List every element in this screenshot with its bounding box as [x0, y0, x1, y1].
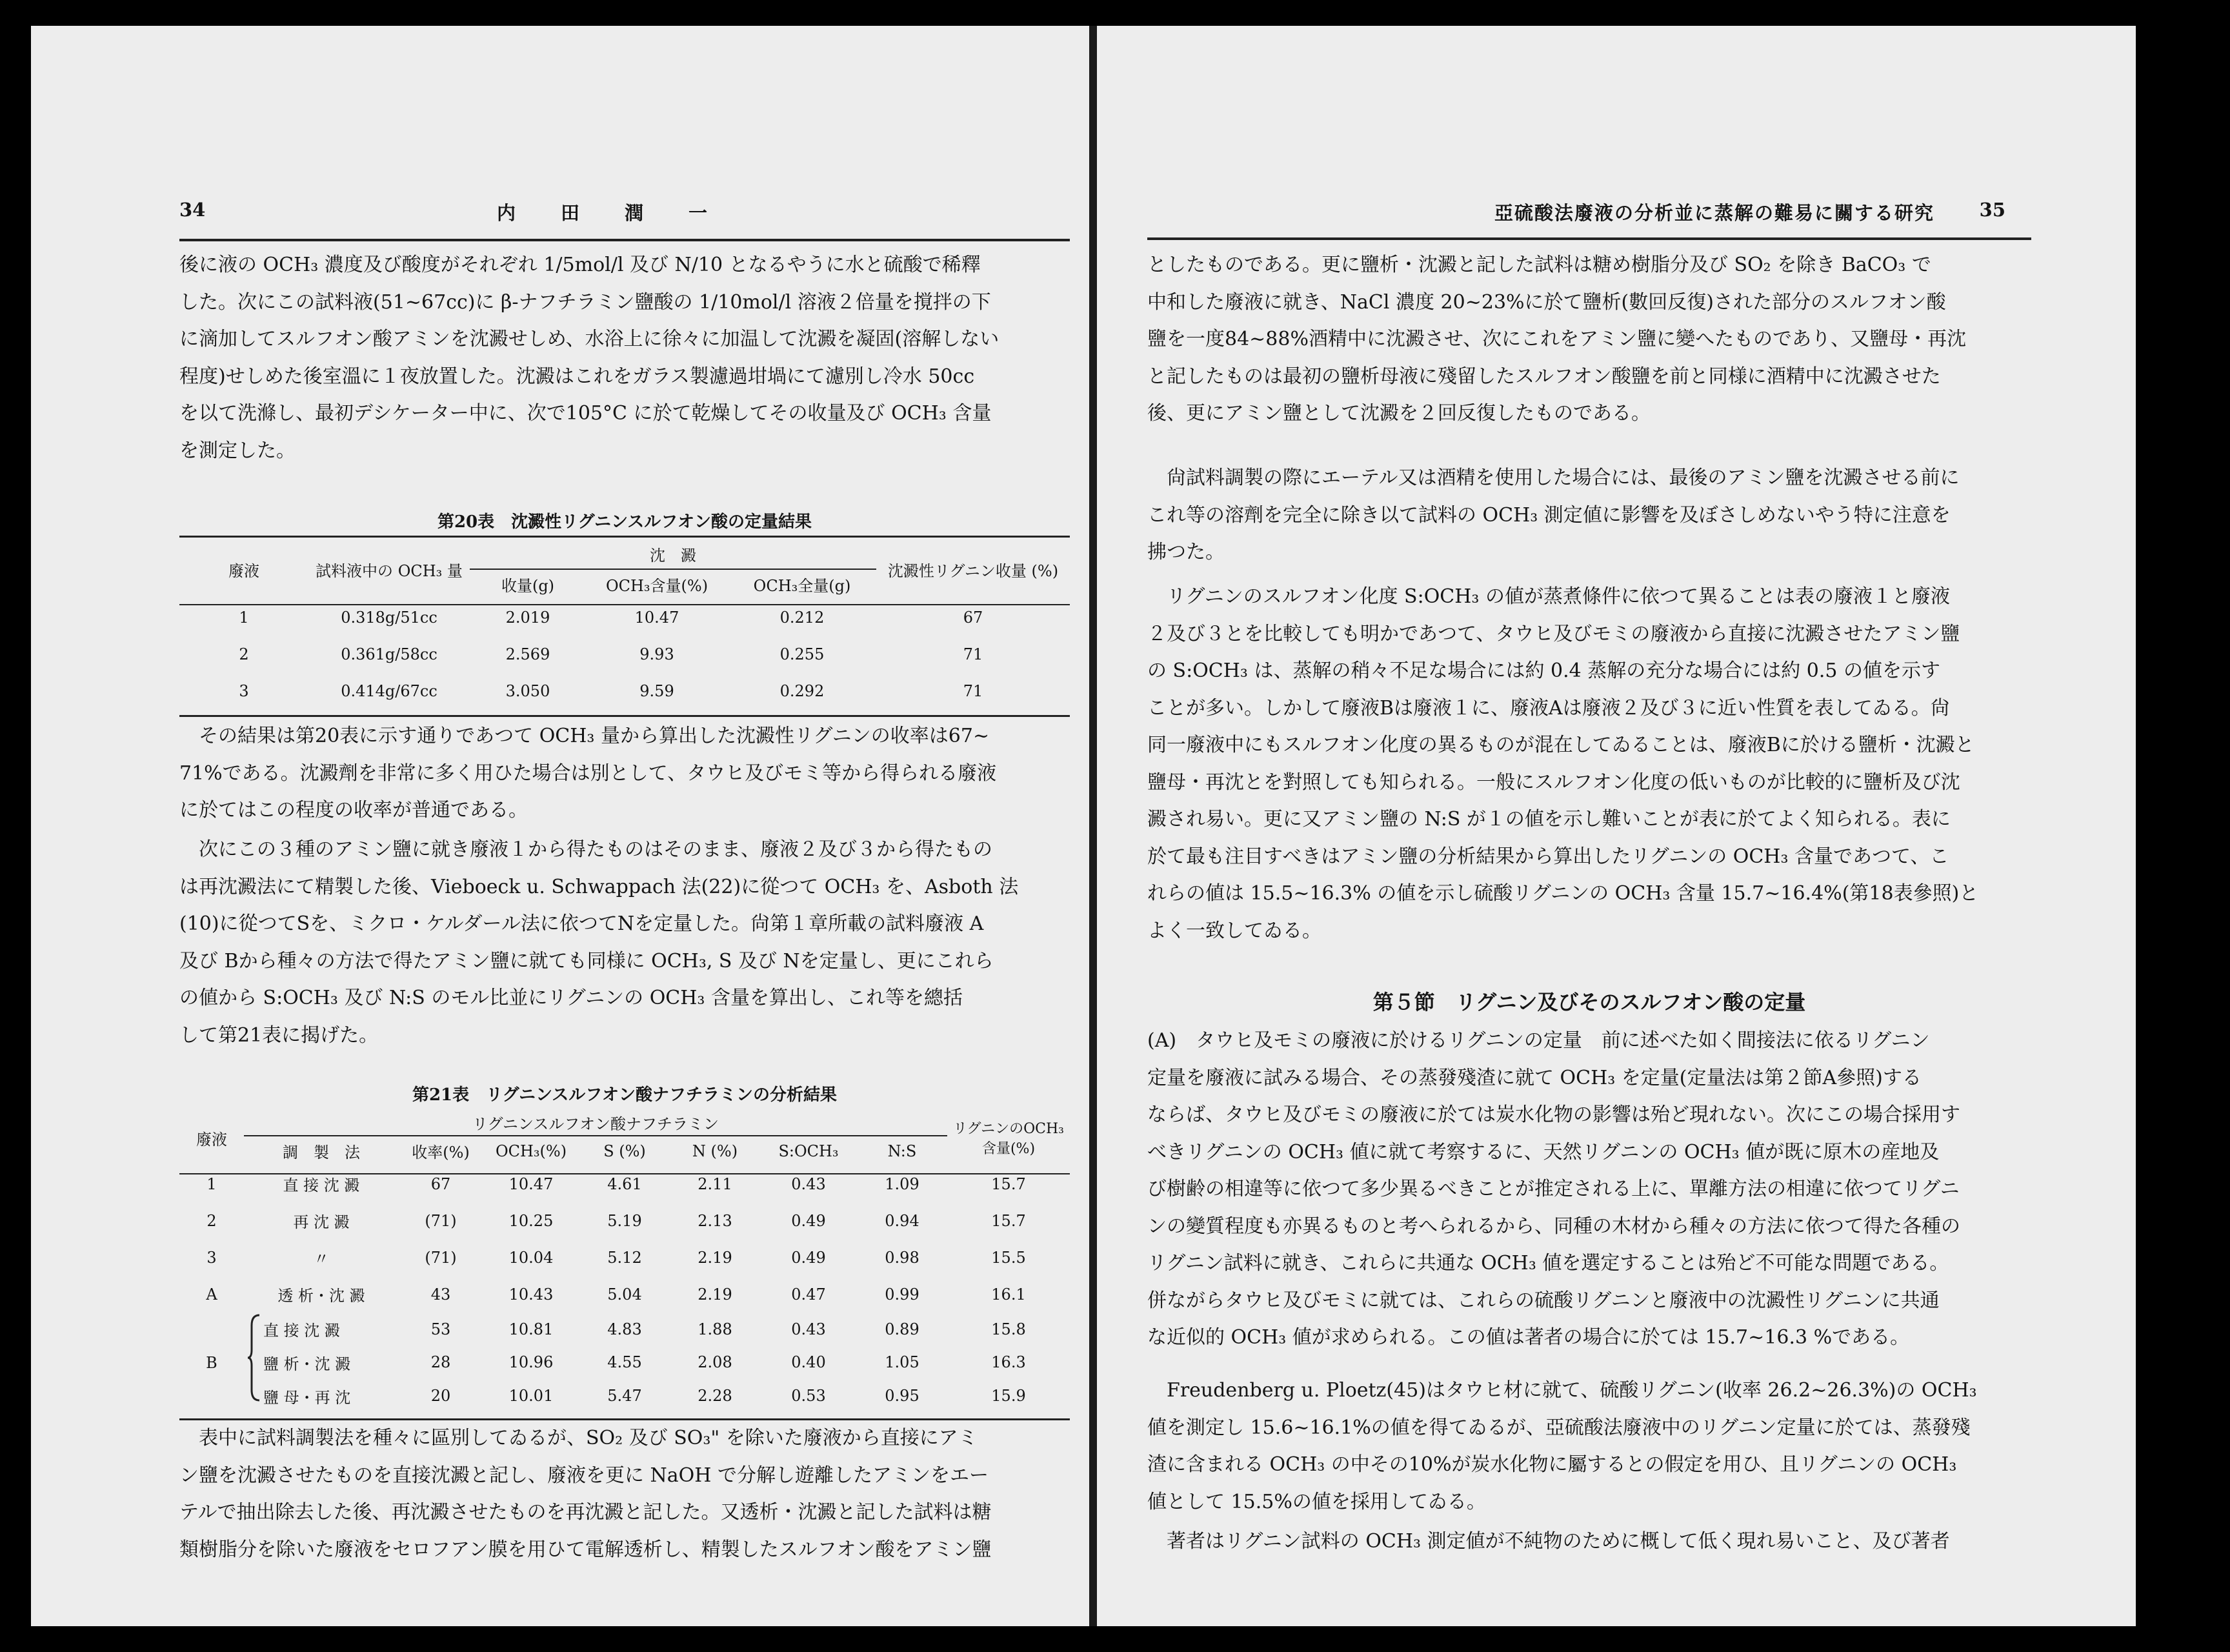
- table21-cell: 10.81: [508, 1320, 554, 1338]
- right-paragraph-6: [1147, 1523, 2031, 1560]
- table21-header-n: N (%): [692, 1142, 738, 1160]
- table21-cell: 10.25: [508, 1211, 554, 1230]
- table21-cell: 0.94: [885, 1211, 919, 1230]
- left-running-title: 内田潤一: [496, 202, 752, 224]
- table21-cell: 2.19: [698, 1285, 732, 1304]
- text-line: 後、更にアミン鹽として沈澱を２回反復したものである。: [1147, 402, 1651, 425]
- text-line: リグニン試料に就き、これらに共通な OCH₃ 値を選定することは殆ど不可能な問題である。: [1147, 1252, 1949, 1274]
- table20-header-rule: [179, 604, 1070, 605]
- table21-cell: 15.7: [991, 1211, 1026, 1230]
- text-line: 定量を廢液に試みる場合、その蒸發殘渣に就て OCH₃ を定量(定量法は第２節A參照)する: [1147, 1066, 1922, 1089]
- table20-cell: 2: [239, 645, 249, 663]
- table20-cell: 0.292: [779, 681, 825, 700]
- table21-cell: 0.40: [791, 1353, 826, 1372]
- table21-header-ns: N:S: [887, 1142, 917, 1160]
- table20-cell: 0.414g/67cc: [341, 681, 437, 700]
- text-line: を測定した。: [179, 439, 296, 462]
- table20-cell: 9.59: [639, 681, 674, 700]
- table21-cell: 0.53: [791, 1387, 826, 1405]
- left-page-header: [179, 199, 1070, 227]
- text-line: 値を測定し 15.6~16.1%の値を得てゐるが、亞硫酸法廢液中のリグニン定量に於ては、蒸發殘: [1147, 1416, 1971, 1439]
- table21-header-s: S (%): [603, 1142, 646, 1160]
- text-line: 71%である。沈澱劑を非常に多く用ひた場合は別として、タウヒ及びモミ等から得られる廢液: [179, 761, 997, 785]
- text-line: ならば、タウヒ及びモミの廢液に於ては炭水化物の影響は殆ど現れない。次にこの場合採用す: [1147, 1103, 1960, 1126]
- right-paragraph-3: [1147, 578, 2031, 949]
- table21-cell: 67: [430, 1174, 451, 1193]
- text-line: Freudenberg u. Ploetz(45)はタウヒ材に就て、硫酸リグニン(收率 26.2~26.3%)の OCH₃: [1167, 1379, 1977, 1402]
- table21-cell: A: [206, 1285, 217, 1304]
- table21-cell: 53: [430, 1320, 451, 1338]
- right-header-rule: [1147, 237, 2031, 240]
- table21-cell: (71): [425, 1211, 457, 1230]
- table20-cell: 71: [963, 681, 983, 700]
- table21-cell: 2.19: [698, 1248, 732, 1267]
- text-line: な近似的 OCH₃ 値が求められる。この値は著者の場合に於ては 15.7~16.3 %である。: [1147, 1326, 1910, 1349]
- right-page: [1097, 26, 2136, 1626]
- text-line: に滴加してスルフオン酸アミンを沈澱せしめ、水浴上に徐々に加温して沈澱を凝固(溶解しない: [179, 328, 999, 350]
- text-line: テルで抽出除去した後、再沈澱させたものを再沈澱と記した。又透析・沈澱と記した試料は糖: [179, 1501, 992, 1524]
- table20-cell: 71: [963, 645, 983, 663]
- table21-cell: 2.11: [698, 1174, 732, 1193]
- table21-row: [179, 1165, 1070, 1202]
- table20: [179, 539, 1070, 709]
- table20-header-sub1: 收量(g): [501, 577, 555, 595]
- table21-row: [179, 1276, 1070, 1313]
- table21-cell: 0.43: [791, 1174, 826, 1193]
- text-line: これ等の溶劑を完全に除き以て試料の OCH₃ 測定値に影響を及ぼさしめないやう特に注意を: [1147, 503, 1951, 527]
- table21: [179, 1110, 1070, 1413]
- text-line: 澱され易い。更に又アミン鹽の N:S が１の値を示し難いことが表に於てよく知られる。表に: [1147, 808, 1951, 831]
- text-line: 後に液の OCH₃ 濃度及び酸度がそれぞれ 1/5mol/l 及び N/10 となるやうに水と硫酸で稀釋: [179, 254, 981, 276]
- text-line: (A) タウヒ及モミの廢液に於けるリグニンの定量 前に述べた如く間接法に依るリグニン: [1147, 1029, 1930, 1052]
- right-paragraph-2: [1147, 459, 2031, 571]
- text-line: (10)に從つてSを、ミクロ・ケルダール法に依つてNを定量した。尙第１章所載の試料廢液 A: [179, 912, 984, 935]
- table21-cell: 直 接 沈 澱: [263, 1322, 340, 1340]
- table21-header-group: リグニンスルフオン酸ナフチラミン: [244, 1110, 947, 1136]
- table21-header-last: リグニンのOCH₃含量(%): [953, 1121, 1064, 1157]
- table21-cell: 10.01: [508, 1387, 554, 1405]
- text-line: した。次にこの試料液(51~67cc)に β-ナフチラミン鹽酸の 1/10mol/l 溶液２倍量を撹拌の下: [179, 290, 991, 314]
- table20-header-group: 沈 澱: [470, 539, 876, 569]
- table21-brace: [244, 1313, 263, 1413]
- table20-header-col2: 試料液中の OCH₃ 量: [316, 561, 463, 580]
- table21-cell: 5.12: [607, 1248, 642, 1267]
- text-line: 併ながらタウヒ及びモミに就ては、これらの硫酸リグニンと廢液中の沈澱性リグニンに共通: [1147, 1289, 1940, 1312]
- table21-header-och3: OCH₃(%): [495, 1142, 567, 1160]
- table20-body: [179, 599, 1070, 709]
- table21-cell: 0.99: [885, 1285, 919, 1304]
- table21-cell: 10.43: [508, 1285, 554, 1304]
- table21-cell: 10.96: [508, 1353, 554, 1372]
- table20-row: [179, 672, 1070, 709]
- table21-cell: 15.9: [991, 1387, 1026, 1405]
- page-gutter: [1089, 26, 1097, 1626]
- table21-cell: 15.5: [991, 1248, 1026, 1267]
- table21-cell: 0.89: [885, 1320, 919, 1338]
- table21-cell: 3: [206, 1248, 217, 1267]
- right-page-number: 35: [1979, 199, 2005, 221]
- table21-cell: 2.28: [698, 1387, 732, 1405]
- table21-cell: 2.13: [698, 1211, 732, 1230]
- table20-cell: 10.47: [634, 608, 679, 627]
- text-line: 渣に含まれる OCH₃ の中その10%が炭水化物に屬するとの假定を用ひ、且リグニンの OCH₃: [1147, 1453, 1957, 1476]
- table21-header-rule: [179, 1173, 1070, 1174]
- left-header-rule: [179, 239, 1070, 241]
- text-line: 表中に試料調製法を種々に區別してゐるが、SO₂ 及び SO₃" を除いた廢液から直接にアミ: [199, 1427, 978, 1449]
- table20-top-rule: [179, 536, 1070, 538]
- text-line: 中和した廢液に就き、NaCl 濃度 20~23%に於て鹽析(數回反復)された部分のスルフオン酸: [1147, 290, 1946, 314]
- table21-cell: 43: [430, 1285, 451, 1304]
- text-line: の S:OCH₃ は、蒸解の稍々不足な場合には約 0.4 蒸解の充分な場合には約 0.5 の値を示す: [1147, 660, 1941, 682]
- table21-header-col1: 廢液: [196, 1130, 227, 1149]
- table20-cell: 1: [239, 608, 249, 627]
- table21-cell: 15.7: [991, 1174, 1026, 1193]
- table21-cell: 直 接 沈 澱: [283, 1176, 360, 1194]
- text-line: して第21表に揭げた。: [179, 1023, 379, 1047]
- table21-cell: 再 沈 澱: [293, 1213, 350, 1231]
- table20-header-last: 沈澱性リグニン收量 (%): [887, 561, 1059, 580]
- table20-header-col1: 廢液: [228, 561, 259, 580]
- left-paragraph-2: [179, 718, 1070, 829]
- table21-row-b: [179, 1313, 1070, 1346]
- text-line: れらの値は 15.5~16.3% の値を示し硫酸リグニンの OCH₃ 含量 15.7~16.4%(第18表參照)と: [1147, 882, 1979, 905]
- table21-row: [179, 1239, 1070, 1276]
- text-line: 値として 15.5%の値を採用してゐる。: [1147, 1490, 1486, 1513]
- left-paragraph-4: [179, 1420, 1070, 1568]
- text-line: 類樹脂分を除いた廢液をセロフアン膜を用ひて電解透析し、精製したスルフオン酸をアミン鹽: [179, 1538, 992, 1561]
- table20-cell: 9.93: [639, 645, 674, 663]
- text-line: ことが多い。しかして廢液Bは廢液１に、廢液Aは廢液２及び３に近い性質を表してゐる。尙: [1147, 696, 1950, 720]
- table20-row: [179, 636, 1070, 672]
- right-paragraph-4: [1147, 1022, 2031, 1356]
- text-line: を以て洗滌し、最初デシケーター中に、次で105°C に於て乾燥してその收量及び OCH₃ 含量: [179, 402, 992, 425]
- table20-cell: 3.050: [505, 681, 550, 700]
- table21-cell: 鹽 母・再 沈: [263, 1388, 351, 1407]
- table21-cell: 20: [430, 1387, 451, 1405]
- table21-cell: 4.55: [607, 1353, 642, 1372]
- table21-cell: 1.09: [885, 1174, 919, 1193]
- text-line: 著者はリグニン試料の OCH₃ 測定値が不純物のために概して低く現れ易いこと、及び著者: [1167, 1530, 1950, 1553]
- section-title: 第５節 リグニン及びそのスルフオン酸の定量: [1372, 990, 1806, 1014]
- text-line: 次にこの３種のアミン鹽に就き廢液１から得たものはそのまま、廢液２及び３から得たもの: [199, 838, 992, 861]
- left-paragraph-3: [179, 831, 1070, 1054]
- table21-cell: 0.95: [885, 1387, 919, 1405]
- table21-cell: 1.05: [885, 1353, 919, 1372]
- table21-cell: 5.47: [607, 1387, 642, 1405]
- table21-row-b: [179, 1346, 1070, 1380]
- text-line: 於て最も注目すべきはアミン鹽の分析結果から算出したリグニンの OCH₃ 含量であつて、こ: [1147, 845, 1949, 868]
- text-line: の値から S:OCH₃ 及び N:S のモル比並にリグニンの OCH₃ 含量を算出し、これ等を總括: [179, 987, 963, 1009]
- table20-cell: 0.318g/51cc: [341, 608, 437, 627]
- table21-cell: 0.47: [791, 1285, 826, 1304]
- table20-cell: 2.569: [505, 645, 550, 663]
- table20-header-sub2: OCH₃含量(%): [605, 577, 708, 595]
- text-line: 程度)せしめた後室溫に１夜放置した。沈澱はこれをガラス製濾過坩堝にて濾別し冷水 50cc: [179, 365, 975, 388]
- table21-cell: 5.04: [607, 1285, 642, 1304]
- table20-header-sub3: OCH₃全量(g): [753, 577, 851, 595]
- text-line: 鹽を一度84~88%酒精中に沈澱させ、次にこれをアミン鹽に變へたものであり、又鹽母・再沈: [1147, 328, 1967, 350]
- text-line: よく一致してゐる。: [1147, 919, 1321, 942]
- table20-bottom-rule: [179, 715, 1070, 717]
- table21-header-method: 調 製 法: [283, 1143, 360, 1162]
- text-line: 鹽母・再沈とを對照しても知られる。一般にスルフオン化度の低いものが比較的に鹽析及び沈: [1147, 771, 1960, 794]
- text-line: としたものである。更に鹽析・沈澱と記した試料は糖め樹脂分及び SO₂ を除き BaCO₃ で: [1147, 254, 1931, 276]
- table21-cell: 0.43: [791, 1320, 826, 1338]
- text-line: ン鹽を沈澱させたものを直接沈澱と記し、廢液を更に NaOH で分解し遊離したアミンをエー: [179, 1464, 989, 1487]
- table21-cell: 2: [206, 1211, 217, 1230]
- left-paragraph-1: [179, 247, 1070, 469]
- table21-cell: 〃: [314, 1250, 329, 1268]
- table21-cell: 4.61: [607, 1174, 642, 1193]
- text-line: 尙試料調製の際にエーテル又は酒精を使用した場合には、最後のアミン鹽を沈澱させる前に: [1167, 467, 1960, 489]
- table21-cell: 1.88: [698, 1320, 732, 1338]
- text-line: リグニンのスルフオン化度 S:OCH₃ の値が蒸煮條件に依つて異ることは表の廢液１と廢液: [1167, 585, 1950, 608]
- right-paragraph-1: [1147, 247, 2031, 432]
- table20-cell: 0.212: [779, 608, 825, 627]
- table20-cell: 0.361g/58cc: [341, 645, 437, 663]
- table21-cell: (71): [425, 1248, 457, 1267]
- table21-cell: 15.8: [991, 1320, 1026, 1338]
- table21-cell: 5.19: [607, 1211, 642, 1230]
- table21-cell: 28: [430, 1353, 451, 1372]
- table21-cell: 鹽 析・沈 澱: [263, 1355, 351, 1373]
- table20-caption: 第20表 沈澱性リグニンスルフオン酸の定量結果: [437, 512, 812, 532]
- table21-header-yield: 收率(%): [412, 1143, 470, 1162]
- table21-cell: 0.98: [885, 1248, 919, 1267]
- table21-b-label: B: [206, 1353, 217, 1372]
- text-line: び樹齢の相違等に依つて多少異るべきことが推定される上に、單離方法の相違に依つてリグニ: [1147, 1178, 1960, 1200]
- table21-cell: 0.49: [791, 1211, 826, 1230]
- table21-cell: 16.3: [991, 1353, 1026, 1372]
- text-line: 拂つた。: [1147, 541, 1225, 563]
- text-line: ンの變質程度も亦異るものと考へられるから、同種の木材から種々の方法に依つて得た各種の: [1147, 1214, 1960, 1238]
- right-running-title: 亞硫酸法廢液の分析並に蒸解の難易に關する研究: [1494, 202, 1934, 224]
- right-page-header: [1147, 199, 2031, 227]
- table21-caption: 第21表 リグニンスルフオン酸ナフチラミンの分析結果: [412, 1085, 838, 1105]
- table21-row-b: [179, 1379, 1070, 1413]
- table21-cell: 0.49: [791, 1248, 826, 1267]
- table21-cell: 16.1: [991, 1285, 1026, 1304]
- text-line: 同一廢液中にもスルフオン化度の異るものが混在してゐることは、廢液Bに於ける鹽析・沈澱と: [1147, 734, 1974, 756]
- table21-row: [179, 1202, 1070, 1239]
- text-line: ２及び３とを比較しても明かであつて、タウヒ及びモミの廢液から直接に沈澱させたアミン鹽: [1147, 622, 1960, 645]
- right-paragraph-5: [1147, 1372, 2031, 1520]
- table21-cell: 10.04: [508, 1248, 554, 1267]
- table20-cell: 3: [239, 681, 249, 700]
- text-line: 及び Bから種々の方法で得たアミン鹽に就ても同様に OCH₃, S 及び Nを定量し、更にこれら: [179, 949, 994, 972]
- table21-cell: 1: [206, 1174, 217, 1193]
- table20-cell: 2.019: [505, 608, 550, 627]
- text-line: は再沈澱法にて精製した後、Vieboeck u. Schwappach 法(22)に從つて OCH₃ を、Asboth 法: [179, 875, 1019, 898]
- table21-cell: 4.83: [607, 1320, 642, 1338]
- text-line: その結果は第20表に示す通りであつて OCH₃ 量から算出した沈澱性リグニンの收率は67~: [199, 725, 990, 747]
- text-line: べきリグニンの OCH₃ 値に就て考察するに、天然リグニンの OCH₃ 値が既に原木の産地及: [1147, 1140, 1940, 1163]
- table20-cell: 0.255: [779, 645, 825, 663]
- table21-cell: 10.47: [508, 1174, 554, 1193]
- table21-body: [179, 1165, 1070, 1413]
- left-page: [31, 26, 1089, 1626]
- table20-cell: 67: [963, 608, 983, 627]
- table21-cell: 透 析・沈 澱: [277, 1287, 365, 1305]
- text-line: に於てはこの程度の收率が普通である。: [179, 799, 528, 821]
- text-line: と記したものは最初の鹽析母液に殘留したスルフオン酸鹽を前と同様に酒精中に沈澱させた: [1147, 365, 1941, 388]
- table21-header-soch3: S:OCH₃: [778, 1142, 839, 1160]
- left-page-number: 34: [179, 199, 206, 221]
- table21-cell: 2.08: [698, 1353, 732, 1372]
